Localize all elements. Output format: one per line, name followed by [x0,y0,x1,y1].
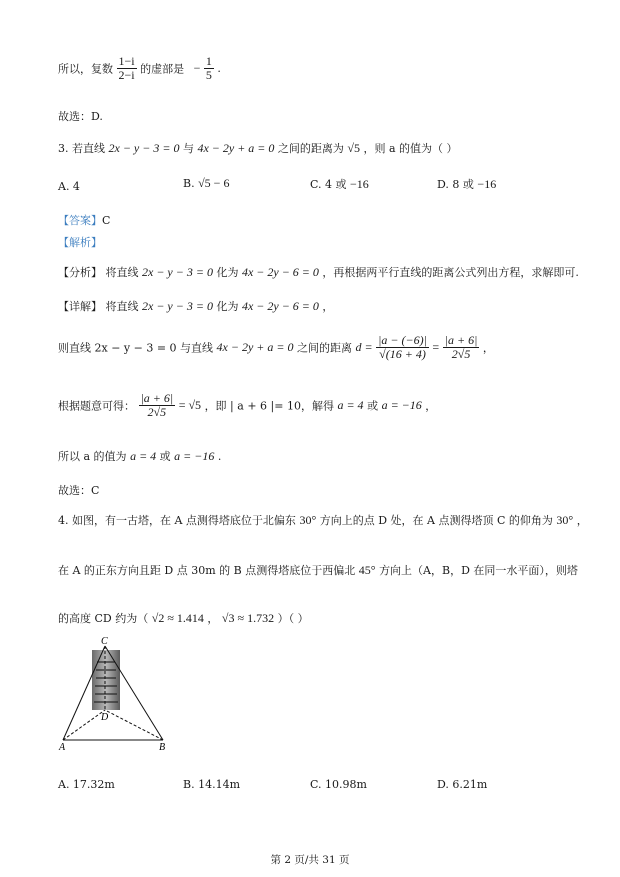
page-footer: 第 2 页/共 31 页 [270,854,350,866]
label-b: B [159,742,166,753]
text: 的虚部是 [140,62,185,76]
frac-den: √(16 + 4) [379,347,426,361]
text: 与 [182,142,194,155]
text: ，再根据两平行直线的距离公式列出方程，求解即可. [322,266,579,279]
d-symbol: d = [355,340,373,354]
text: 之间的距离为 [277,142,344,155]
text: ， [425,399,437,413]
frac-num: |a + 6| [140,391,174,405]
detail-line [58,298,333,314]
angle: 45° [358,563,376,577]
approx-sqrt2: √2 ≈ 1.414 [151,611,204,625]
so-line [58,448,221,464]
label-c: C [101,636,108,647]
fraction-condition [139,392,176,419]
text: . [217,62,221,75]
q3-option-c [310,176,369,192]
text: ，即 | a + 6 |= 10，解得 [204,399,334,413]
option-value: √5 − 6 [198,176,230,190]
q4-option-c: C. 10.98m [310,778,367,791]
frac-den: 2√5 [147,405,167,419]
q4-option-b: B. 14.14m [183,778,240,791]
minus-sign: − [193,61,201,75]
text: D. 8 或 [437,178,474,191]
answer-line [58,212,110,228]
text: 方向上的点 D 处，在 A 点测得塔顶 C 的仰角为 [319,514,553,527]
line-imag-part [58,55,221,85]
label-a: A [59,742,66,753]
option-value: −16 [350,177,369,191]
frac-num: |a − (−6)| [378,333,427,347]
question-4-line-1 [58,512,588,528]
solution-2: a = −16 [381,398,422,412]
text: 4. 如图，有一古塔，在 A 点测得塔底位于北偏东 [58,514,296,527]
text: 在 A 的正东方向且距 D 点 30m 的 B 点测得塔底位于西偏北 [58,564,356,577]
equals-sign: = [432,340,440,354]
q3-option-b [183,176,229,191]
q4-option-d: D. 6.21m [437,778,488,791]
text: ，则 a 的值为（ ） [363,142,458,155]
text: 之间的距离 [297,341,352,355]
equation: 4x − 2y + a = 0 [216,340,294,354]
text: C. 4 或 [310,178,347,191]
q3-option-a: A. 4 [58,180,80,193]
text: 根据题意可得： [58,399,135,413]
value-1: a = 4 [130,449,157,463]
frac-den: 5 [205,68,212,82]
equation: 4x − 2y − 6 = 0 [241,265,319,279]
text: 所以 a 的值为 [58,450,127,463]
text: ）（ ） [277,612,309,625]
angle: 30° [556,513,574,527]
text: ， [207,612,219,625]
choose-line-1: 故选：D. [58,110,103,123]
text: ， [482,341,494,355]
equation: 4x − 2y + a = 0 [197,141,275,155]
text: 将直线 [105,300,139,313]
text: B. [183,177,195,190]
text: 则直线 2x − y − 3 = 0 与直线 [58,341,214,355]
tower-image [92,650,120,710]
xj-tag: 【详解】 [58,300,102,313]
text: 所以，复数 [58,62,113,76]
text: 3. 若直线 [58,142,105,155]
option-value: −16 [477,177,497,191]
fraction-answer [204,55,214,82]
text: 的高度 CD 约为（ [58,612,149,625]
text: 化为 [216,266,239,279]
equation: = √5 [178,398,202,412]
fraction-complex [117,55,137,82]
label-d: D [101,712,109,723]
text: ， [576,514,588,527]
equation: 2x − y − 3 = 0 [108,141,180,155]
angle: 30° [299,513,317,527]
frac-num: |a + 6| [444,333,478,347]
fraction-distance-simplified [443,334,480,361]
q3-option-d [437,176,496,192]
analysis-tag: 【解析】 [58,236,102,249]
analysis-fx-line [58,264,579,280]
condition-line [58,392,436,426]
equation: 4x − 2y − 6 = 0 [241,299,319,313]
tower-figure [55,636,180,754]
fx-tag: 【分析】 [58,266,102,279]
text: 化为 [216,300,239,313]
approx-sqrt3: √3 ≈ 1.732 [221,611,275,625]
answer-value: C [102,214,111,227]
q4-option-a: A. 17.32m [58,778,115,791]
fraction-distance [376,334,429,361]
frac-num: 1 [205,54,212,68]
frac-num: 1−i [118,54,135,68]
frac-den: 2−i [118,68,135,82]
choose-line-2: 故选：C [58,484,100,497]
sqrt-value: √5 [347,141,360,155]
answer-tag: 【答案】 [58,214,102,227]
frac-den: 2√5 [451,347,471,361]
text: ， [322,300,334,313]
text: 或 [367,399,379,413]
distance-line [58,334,494,368]
solution-1: a = 4 [337,398,364,412]
text: 或 [159,450,171,463]
text: . [217,450,222,463]
question-4-line-2 [58,562,578,578]
equation: 2x − y − 3 = 0 [142,299,213,313]
equation: 2x − y − 3 = 0 [142,265,213,279]
text: 将直线 [105,266,139,279]
question-4-line-3 [58,610,309,626]
value-2: a = −16 [174,449,215,463]
text: 方向上（A，B，D 在同一水平面），则塔 [379,564,578,577]
question-3 [58,140,458,156]
